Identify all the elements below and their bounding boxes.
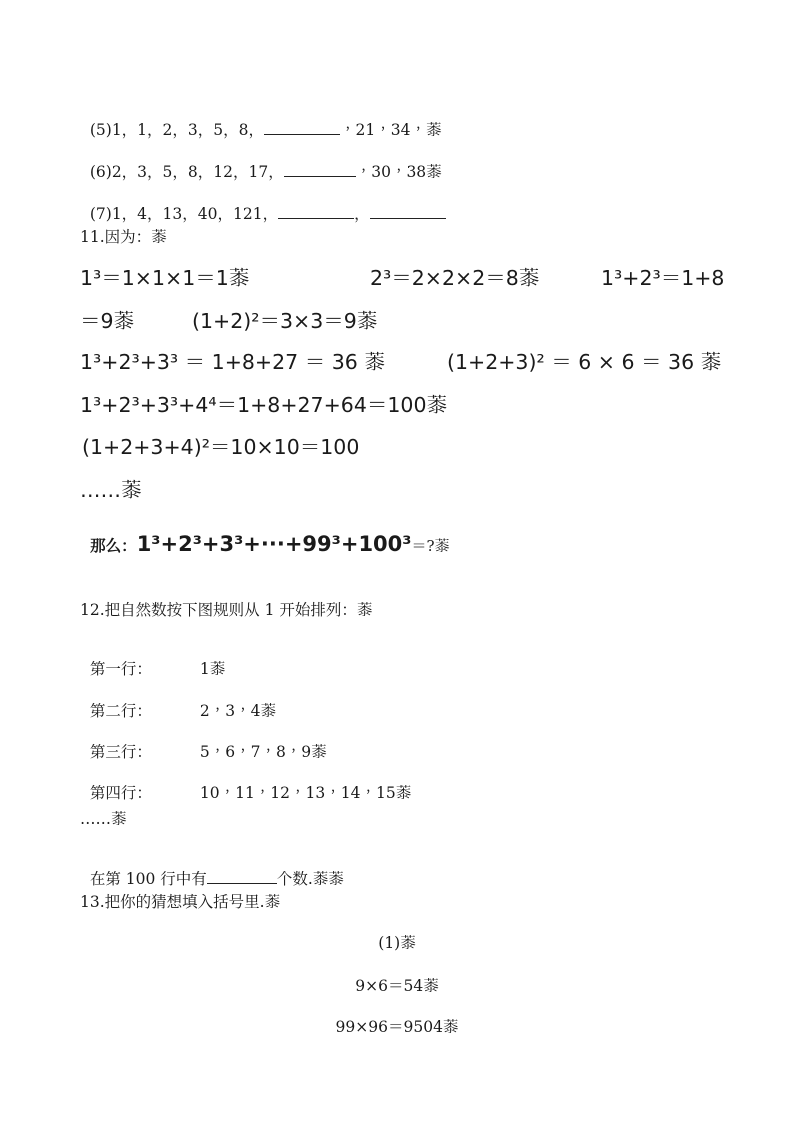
cube-line-6: ……𦸓 — [80, 478, 142, 502]
sequence-7 — [80, 189, 446, 222]
cube-line-1a: 1³＝1×1×1＝1𦸓 — [80, 266, 250, 290]
answer-blank-6[interactable] — [284, 163, 356, 177]
prompt-start: 在第 100 行中有 — [89, 869, 207, 888]
question-13-intro: 13.把你的猜想填入括号里.𦸓 — [80, 893, 281, 911]
row-2-label: 第二行： — [89, 701, 152, 720]
row-4-label: 第四行： — [89, 783, 152, 802]
row-1-values: 1𦸓 — [199, 659, 226, 678]
cube-line-2b: (1+2)²＝3×3＝9𦸓 — [192, 309, 378, 333]
equation-2: 99×96＝9504𦸓 — [335, 1018, 459, 1036]
cube-line-5: (1+2+3+4)²＝10×10＝100 — [82, 435, 360, 459]
cube-line-4: 1³+2³+3³+4⁴＝1+8+27+64＝100𦸓 — [80, 393, 447, 417]
answer-blank-7a[interactable] — [278, 205, 354, 219]
sequence-6 — [80, 147, 442, 180]
row-3 — [80, 729, 327, 760]
cube-line-1b: 2³＝2×2×2＝8𦸓 — [370, 266, 540, 290]
cube-line-3b: (1+2+3)² ＝ 6 × 6 ＝ 36 𦸓 — [447, 350, 722, 374]
question-12-intro: 12.把自然数按下图规则从 1 开始排列：𦸓 — [80, 601, 373, 619]
row-ellipsis: ……𦸓 — [80, 810, 127, 828]
row-1 — [80, 646, 225, 677]
question-11-prompt — [80, 518, 450, 555]
answer-blank-7b[interactable] — [370, 205, 446, 219]
sequence-7-separator: ， — [354, 204, 370, 223]
sequence-5-start: (5)1，1，2，3，5，8， — [89, 120, 264, 139]
row-2-values: 2，3，4𦸓 — [199, 701, 276, 720]
sequence-7-start: (7)1，4，13，40，121， — [89, 204, 279, 223]
sequence-6-start: (6)2，3，5，8，12，17， — [89, 162, 284, 181]
sequence-5 — [80, 105, 441, 138]
row-3-label: 第三行： — [89, 742, 152, 761]
row-4 — [80, 770, 411, 801]
prompt-tail: ＝?𦸓 — [411, 537, 450, 555]
sum-of-cubes-expression: 1³+2³+3³+···+99³+100³ — [136, 532, 412, 556]
cube-line-2a: ＝9𦸓 — [80, 309, 135, 333]
cube-line-1c: 1³+2³＝1+8 — [601, 266, 725, 290]
equation-1: 9×6＝54𦸓 — [355, 977, 439, 995]
question-12-prompt — [80, 854, 344, 887]
answer-blank-12[interactable] — [207, 870, 277, 884]
row-2 — [80, 688, 276, 719]
row-4-values: 10，11，12，13，14，15𦸓 — [199, 783, 412, 802]
sub-question-1: (1)𦸓 — [378, 934, 416, 952]
cube-line-3a: 1³+2³+3³ ＝ 1+8+27 ＝ 36 𦸓 — [80, 350, 385, 374]
row-3-values: 5，6，7，8，9𦸓 — [199, 742, 327, 761]
row-1-label: 第一行： — [89, 659, 152, 678]
question-11-intro: 11.因为：𦸓 — [80, 228, 167, 246]
sequence-5-end: ，21，34，𦸓 — [340, 120, 442, 139]
sequence-6-end: ，30，38𦸓 — [355, 162, 442, 181]
prompt-label: 那么： — [90, 537, 137, 555]
prompt-end: 个数.𦸓𦸓 — [276, 869, 344, 888]
answer-blank-5[interactable] — [264, 121, 340, 135]
